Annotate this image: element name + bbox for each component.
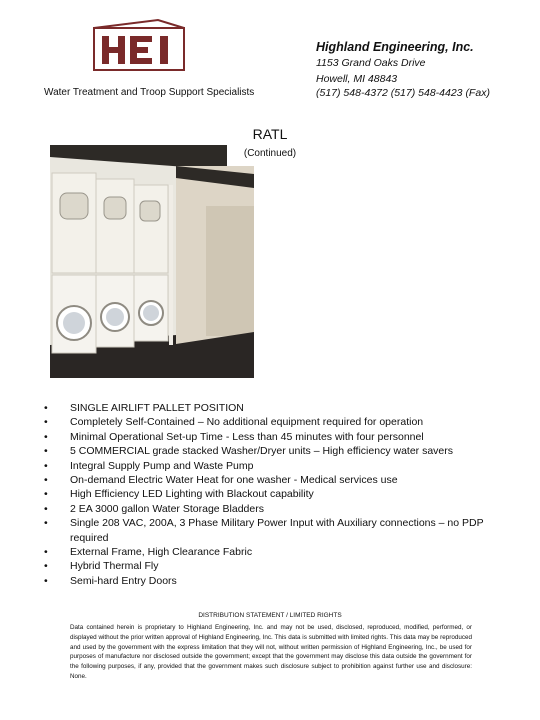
spec-item	[44, 444, 492, 458]
spec-item	[44, 430, 492, 444]
bullet-icon: •	[44, 502, 48, 515]
bullet-icon: •	[44, 445, 48, 458]
distribution-title: DISTRIBUTION STATEMENT / LIMITED RIGHTS	[198, 612, 342, 619]
bullet-icon: •	[44, 488, 48, 501]
spec-item	[44, 487, 492, 501]
spec-item	[44, 415, 492, 429]
bullet-icon: •	[44, 402, 48, 414]
spec-item-text: Completely Self-Contained – No additional equipment required for operation	[70, 416, 424, 429]
bullet-icon: •	[44, 546, 48, 559]
spec-item	[44, 473, 492, 487]
bullet-icon: •	[44, 430, 48, 443]
spec-item-text: 2 EA 3000 gallon Water Storage Bladders	[70, 502, 264, 515]
phone-fax: (517) 548-4372 (517) 548-4423 (Fax)	[316, 87, 490, 99]
spec-item-text: High Efficiency LED Lighting with Blackout capability	[70, 488, 314, 501]
bullet-icon: •	[44, 560, 48, 573]
company-tagline: Water Treatment and Troop Support Specialists	[44, 87, 255, 98]
spec-item	[44, 545, 492, 559]
page-title: RATL	[252, 126, 288, 142]
spec-item-text: 5 COMMERCIAL grade stacked Washer/Dryer units – High efficiency water savers	[70, 445, 453, 458]
bullet-icon: •	[44, 416, 48, 429]
bullet-icon: •	[44, 574, 48, 587]
spec-item-text: Semi-hard Entry Doors	[70, 574, 177, 587]
spec-item-text: SINGLE AIRLIFT PALLET POSITION	[70, 402, 244, 414]
spec-item-text: Integral Supply Pump and Waste Pump	[70, 459, 254, 472]
bullet-icon: •	[44, 474, 48, 487]
address-street: 1153 Grand Oaks Drive	[316, 57, 426, 69]
spec-item-text: On-demand Electric Water Heat for one washer - Medical services use	[70, 474, 398, 487]
spec-item-text: Hybrid Thermal Fly	[70, 560, 159, 573]
spec-item	[44, 516, 492, 545]
distribution-text: Data contained herein is proprietary to Highland Engineering, Inc. and may not be used, disclosed, reproduced, modified, performed, or displayed without the prior written approval of Highland Engineering, Inc. This data is submitted with limited rights. This data may be reproduced and used by the government with the express limitation that they will not, without written permission of Highland Engineering, Inc., be used for purposes of manufacture nor disclosed outside the government; except that the government may disclose this data outside the government for the following purposes, if any, provided that the government makes such disclosure subject to prohibition against further use and disclosure: None.	[70, 624, 472, 680]
spec-item	[44, 459, 492, 473]
spec-item-text: External Frame, High Clearance Fabric	[70, 546, 253, 559]
tent-interior-photo	[176, 166, 254, 378]
spec-item-text: Single 208 VAC, 200A, 3 Phase Military Power Input with Auxiliary connections – no PDP required	[70, 517, 484, 544]
spec-item	[44, 559, 492, 573]
spec-list	[44, 401, 492, 588]
company-name: Highland Engineering, Inc.	[316, 40, 474, 54]
spec-item	[44, 401, 492, 415]
bullet-icon: •	[44, 517, 48, 530]
company-logo	[88, 16, 188, 74]
spec-item	[44, 574, 492, 588]
address-city: Howell, MI 48843	[316, 73, 398, 85]
spec-item	[44, 502, 492, 516]
bullet-icon: •	[44, 459, 48, 472]
page-subtitle: (Continued)	[243, 148, 297, 159]
spec-item-text: Minimal Operational Set-up Time - Less than 45 minutes with four personnel	[70, 430, 424, 443]
